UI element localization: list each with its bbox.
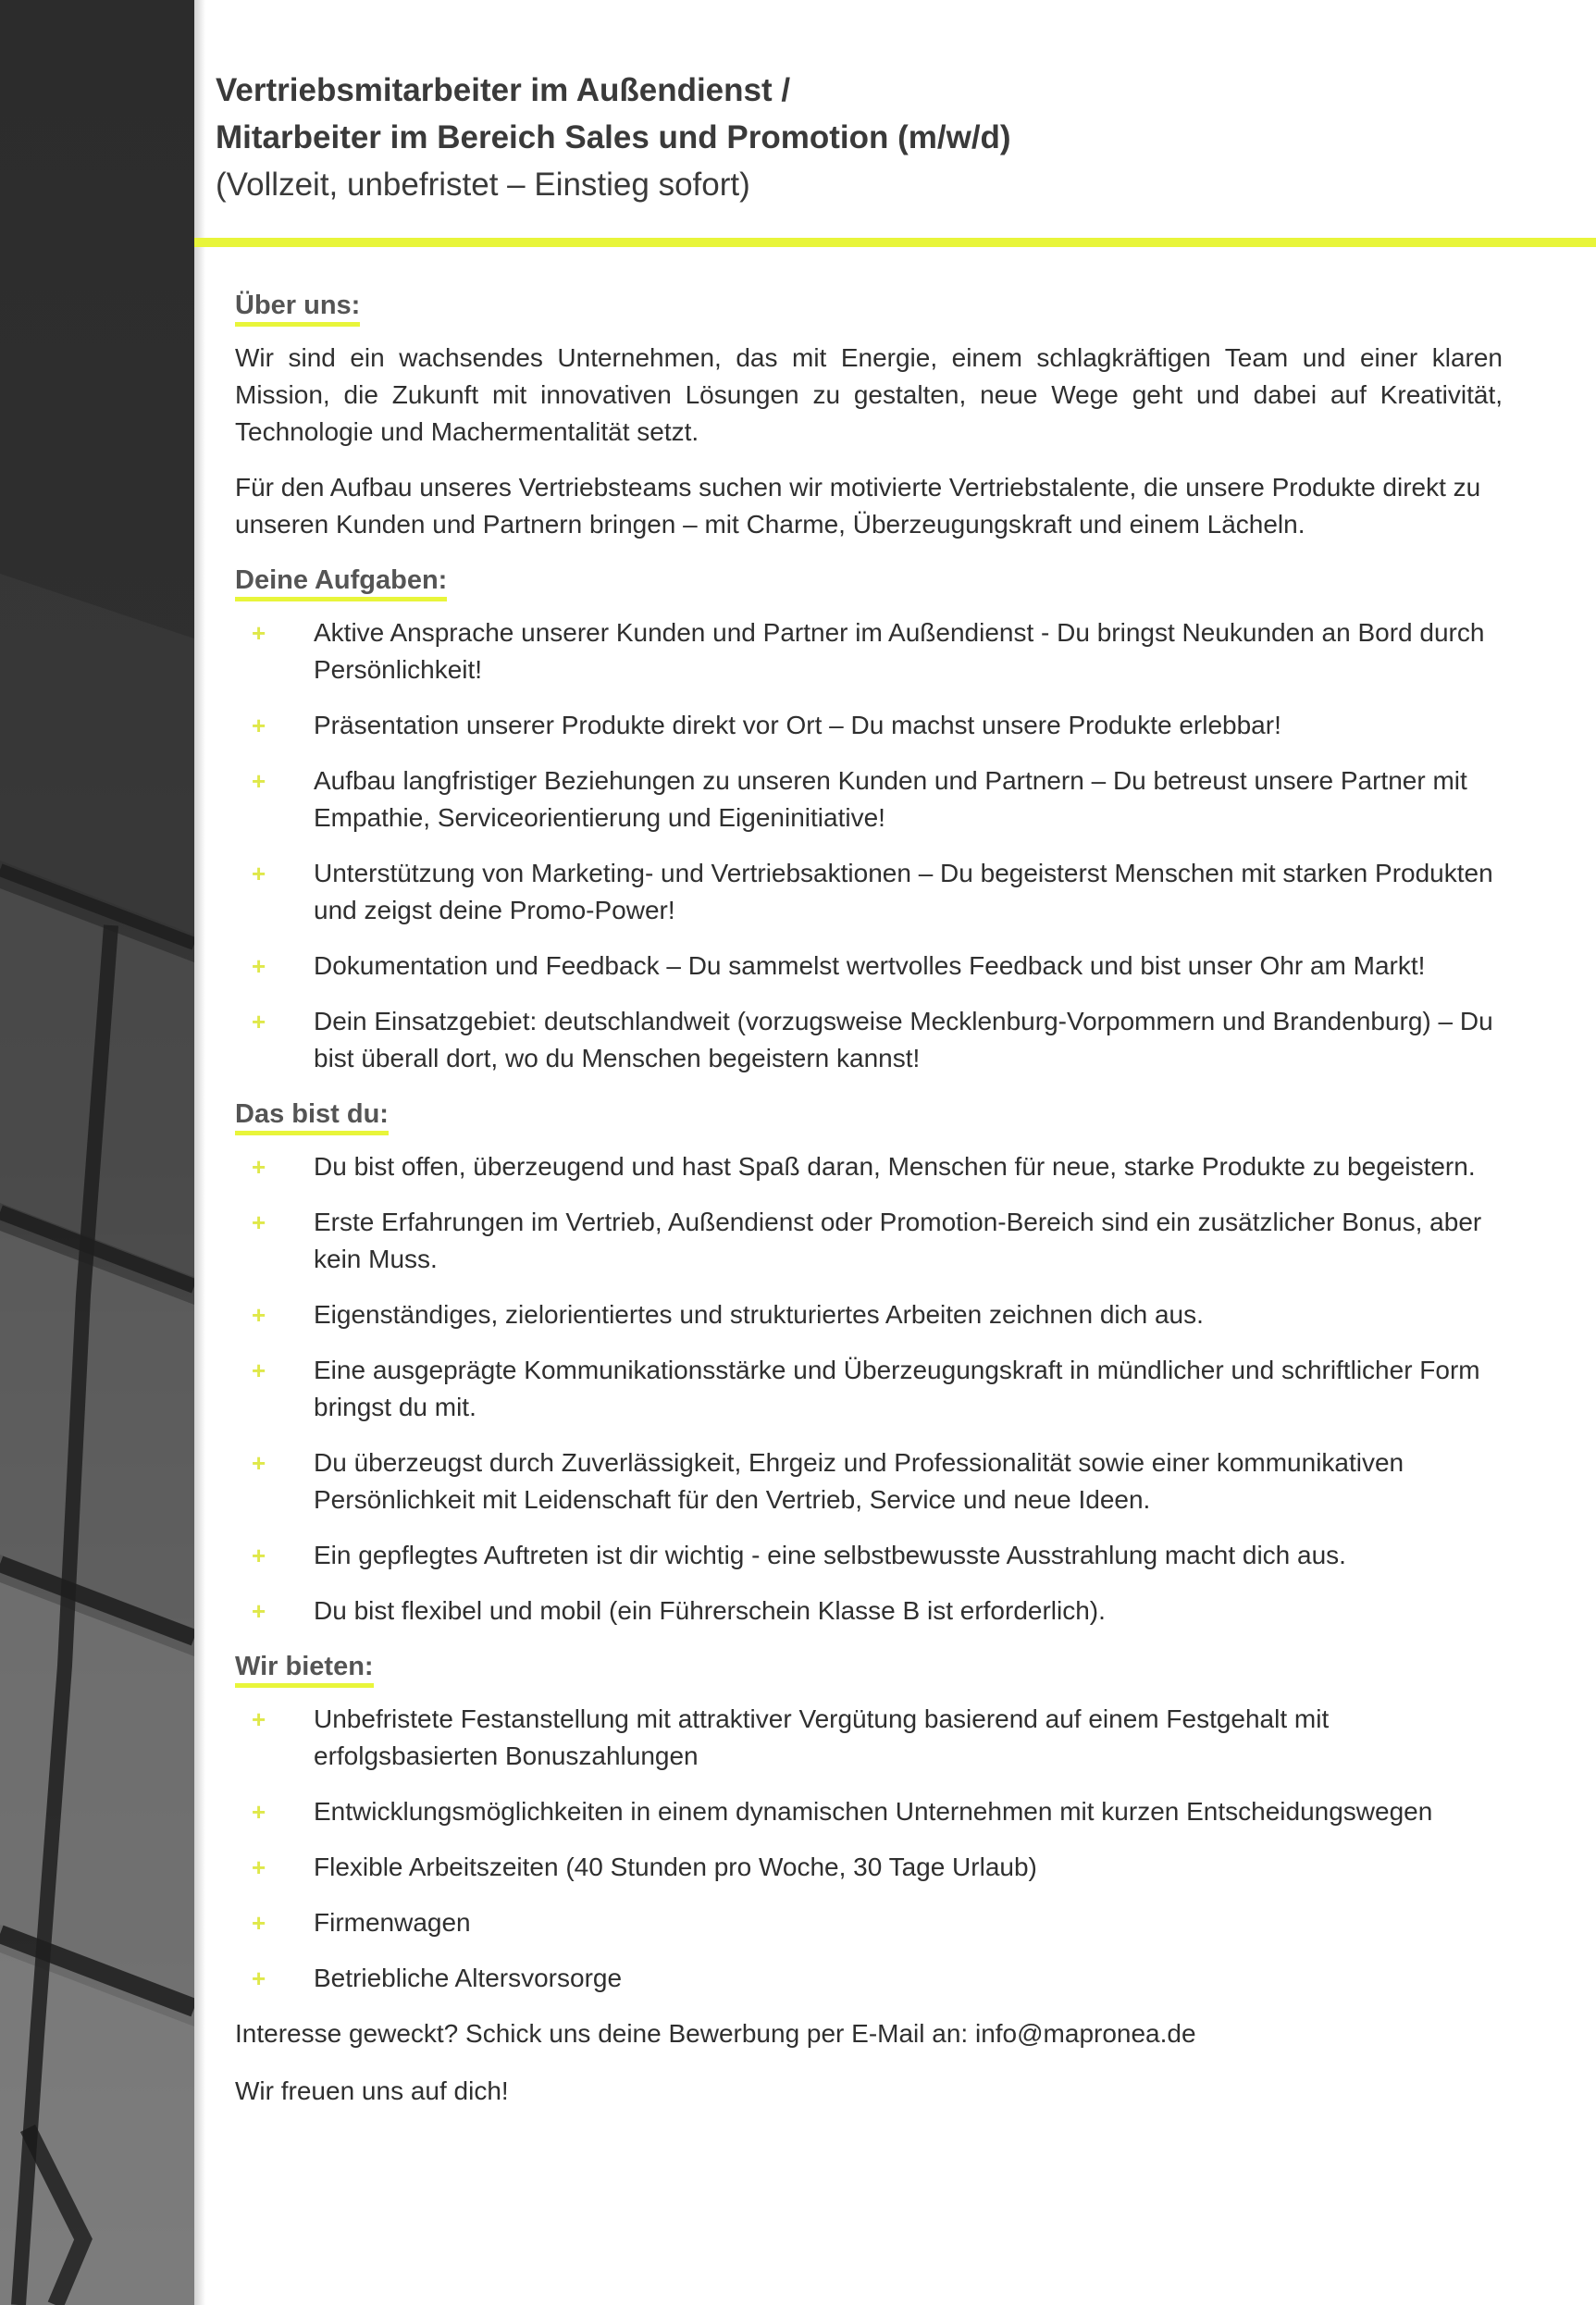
list-item: [235, 855, 1503, 929]
list-item-text: Aktive Ansprache unserer Kunden und Partner im Außendienst - Du bringst Neukunden an Bord durch Persönlichkeit!: [314, 618, 1485, 684]
decorative-sidebar: [0, 0, 194, 2305]
plus-icon: +: [252, 1357, 266, 1384]
list-item-text: Betriebliche Altersvorsorge: [314, 1964, 623, 1992]
list-item: [235, 707, 1503, 744]
plus-icon: +: [252, 1705, 266, 1733]
plus-icon: +: [252, 1208, 266, 1236]
section-heading-profile: Das bist du:: [235, 1098, 389, 1135]
job-posting: [194, 0, 1596, 2305]
list-item: [235, 1296, 1503, 1333]
closing-greeting: Wir freuen uns auf dich!: [235, 2076, 509, 2105]
tasks-list: [235, 614, 1503, 1077]
list-item: [235, 1003, 1503, 1077]
list-item-text: Du bist offen, überzeugend und hast Spaß daran, Menschen für neue, starke Produkte zu begeistern.: [314, 1152, 1476, 1181]
list-item-text: Dein Einsatzgebiet: deutschlandweit (vorzugsweise Mecklenburg-Vorpommern und Brandenburg) – Du bist überall dort, wo du Menschen begeistern kannst!: [314, 1007, 1493, 1072]
section-profile: [235, 1096, 1503, 1630]
section-about: [235, 287, 1503, 543]
header: [216, 67, 1557, 208]
offer-list: [235, 1701, 1503, 1997]
list-item-text: Erste Erfahrungen im Vertrieb, Außendienst oder Promotion-Bereich sind ein zusätzlicher Bonus, aber kein Muss.: [314, 1208, 1482, 1273]
application-call-to-action: Interesse geweckt? Schick uns deine Bewerbung per E-Mail an: info@mapronea.de: [235, 2019, 1196, 2048]
section-offer: [235, 1648, 1503, 1997]
plus-icon: +: [252, 1008, 266, 1035]
section-heading-offer: Wir bieten:: [235, 1651, 374, 1688]
list-item-text: Firmenwagen: [314, 1908, 471, 1937]
list-item: [235, 1701, 1503, 1775]
list-item-text: Eigenständiges, zielorientiertes und strukturiertes Arbeiten zeichnen dich aus.: [314, 1300, 1204, 1329]
list-item: [235, 1352, 1503, 1426]
job-title-line-1: Vertriebsmitarbeiter im Außendienst /: [216, 72, 791, 108]
section-tasks: [235, 562, 1503, 1077]
plus-icon: +: [252, 1449, 266, 1477]
job-subtitle: (Vollzeit, unbefristet – Einstieg sofort): [216, 167, 750, 203]
about-paragraph-2: Für den Aufbau unseres Vertriebsteams suchen wir motivierte Vertriebstalente, die unsere Produkte direkt zu unseren Kunden und Partnern bringen – mit Charme, Überzeugungskraft und einem Lächeln.: [235, 473, 1481, 539]
list-item: [235, 614, 1503, 688]
list-item-text: Du bist flexibel und mobil (ein Führerschein Klasse B ist erforderlich).: [314, 1596, 1106, 1625]
list-item: [235, 1592, 1503, 1630]
list-item: [235, 1537, 1503, 1574]
list-item: [235, 1904, 1503, 1941]
job-title-line-2: Mitarbeiter im Bereich Sales und Promotion (m/w/d): [216, 119, 1011, 155]
list-item: [235, 762, 1503, 836]
profile-list: [235, 1148, 1503, 1630]
list-item-text: Ein gepflegtes Auftreten ist dir wichtig - eine selbstbewusste Ausstrahlung macht dich aus.: [314, 1541, 1346, 1569]
sidebar-pattern: [0, 0, 194, 2305]
plus-icon: +: [252, 1964, 266, 1992]
list-item-text: Aufbau langfristiger Beziehungen zu unseren Kunden und Partnern – Du betreust unsere Partner mit Empathie, Serviceorientierung und Eigeninitiative!: [314, 766, 1467, 832]
list-item-text: Unterstützung von Marketing- und Vertriebsaktionen – Du begeisterst Menschen mit starken Produkten und zeigst deine Promo-Power!: [314, 859, 1493, 924]
header-divider: [194, 238, 1596, 247]
plus-icon: +: [252, 1798, 266, 1826]
plus-icon: +: [252, 712, 266, 739]
list-item: [235, 1204, 1503, 1278]
list-item-text: Dokumentation und Feedback – Du sammelst wertvolles Feedback und bist unser Ohr am Markt!: [314, 951, 1426, 980]
plus-icon: +: [252, 1909, 266, 1937]
plus-icon: +: [252, 1542, 266, 1569]
list-item-text: Entwicklungsmöglichkeiten in einem dynamischen Unternehmen mit kurzen Entscheidungswegen: [314, 1797, 1433, 1826]
list-item-text: Flexible Arbeitszeiten (40 Stunden pro Woche, 30 Tage Urlaub): [314, 1853, 1037, 1881]
posting-body: [235, 287, 1503, 2130]
plus-icon: +: [252, 1301, 266, 1329]
plus-icon: +: [252, 860, 266, 887]
list-item-text: Eine ausgeprägte Kommunikationsstärke und Überzeugungskraft in mündlicher und schriftlicher Form bringst du mit.: [314, 1356, 1480, 1421]
list-item-text: Du überzeugst durch Zuverlässigkeit, Ehrgeiz und Professionalität sowie einer kommunikativen Persönlichkeit mit Leidenschaft für den Vertrieb, Service und neue Ideen.: [314, 1448, 1404, 1514]
list-item: [235, 1148, 1503, 1185]
section-heading-tasks: Deine Aufgaben:: [235, 564, 447, 601]
plus-icon: +: [252, 1597, 266, 1625]
plus-icon: +: [252, 767, 266, 795]
list-item: [235, 948, 1503, 985]
list-item: [235, 1793, 1503, 1830]
about-paragraph-1: Wir sind ein wachsendes Unternehmen, das mit Energie, einem schlagkräftigen Team und einer klaren Mission, die Zukunft mit innovativen Lösungen zu gestalten, neue Wege geht und dabei auf Kreativität, Technologie und Machermentalität setzt.: [235, 343, 1503, 446]
plus-icon: +: [252, 1153, 266, 1181]
plus-icon: +: [252, 1853, 266, 1881]
plus-icon: +: [252, 952, 266, 980]
section-heading-about: Über uns:: [235, 290, 360, 327]
list-item: [235, 1444, 1503, 1518]
list-item: [235, 1960, 1503, 1997]
list-item-text: Präsentation unserer Produkte direkt vor Ort – Du machst unsere Produkte erlebbar!: [314, 711, 1281, 739]
plus-icon: +: [252, 619, 266, 647]
list-item: [235, 1849, 1503, 1886]
list-item-text: Unbefristete Festanstellung mit attraktiver Vergütung basierend auf einem Festgehalt mit erfolgsbasierten Bonuszahlungen: [314, 1704, 1330, 1770]
